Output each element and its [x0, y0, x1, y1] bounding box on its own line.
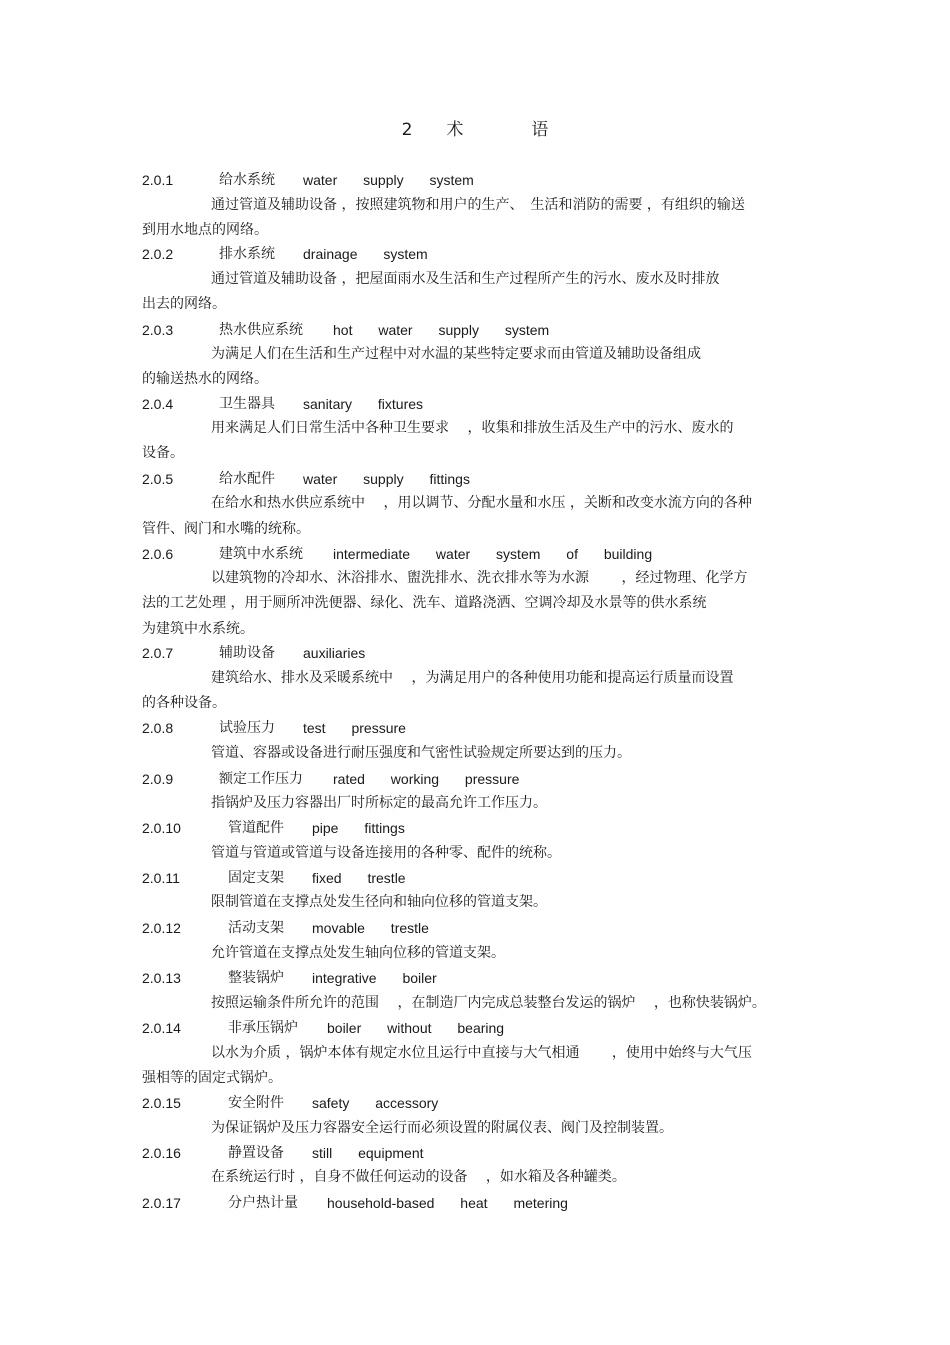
term-chinese: 固定支架 [228, 870, 284, 886]
term-number: 2.0.13 [142, 970, 181, 986]
term-number: 2.0.2 [142, 246, 174, 262]
term-number: 2.0.8 [142, 720, 174, 736]
term-chinese: 非承压锅炉 [228, 1020, 298, 1036]
term-heading [0, 1018, 950, 1038]
term-english: test pressure [303, 720, 406, 736]
term-heading [0, 1143, 950, 1163]
term-definition-line: 强相等的固定式锅炉。 [142, 1070, 282, 1086]
term-number: 2.0.12 [142, 920, 181, 936]
term-number: 2.0.1 [142, 172, 174, 188]
term-definition-line: 管道与管道或管道与设备连接用的各种零、配件的统称。 [211, 845, 561, 861]
term-definition-line: 到用水地点的网络。 [142, 222, 268, 238]
term-english: household-based heat metering [327, 1195, 568, 1211]
term-number: 2.0.15 [142, 1095, 181, 1111]
term-chinese: 排水系统 [219, 246, 275, 262]
term-number: 2.0.17 [142, 1195, 181, 1211]
term-definition-line: 用来满足人们日常生活中各种卫生要求 ，收集和排放生活及生产中的污水、废水的 [211, 420, 734, 436]
term-definition-line: 允许管道在支撑点处发生轴向位移的管道支架。 [211, 945, 505, 961]
term-number: 2.0.3 [142, 322, 174, 338]
term-definition-line: 管件、阀门和水嘴的统称。 [142, 521, 310, 537]
term-definition-line: 法的工艺处理 ，用于厕所冲洗便器、绿化、洗车、道路浇洒、空调冷却及水景等的供水系统 [142, 595, 707, 611]
term-heading [0, 170, 950, 190]
term-english: safety accessory [312, 1095, 439, 1111]
term-definition-line: 管道、容器或设备进行耐压强度和气密性试验规定所要达到的压力。 [211, 745, 631, 761]
term-definition-line: 为建筑中水系统。 [142, 621, 254, 637]
term-definition-line: 以水为介质 ，锅炉本体有规定水位且运行中直接与大气相通 ，使用中始终与大气压 [211, 1045, 752, 1061]
term-heading [0, 918, 950, 938]
term-definition-line: 为保证锅炉及压力容器安全运行而必须设置的附属仪表、阀门及控制装置。 [211, 1120, 673, 1136]
term-definition-line: 指锅炉及压力容器出厂时所标定的最高允许工作压力。 [211, 795, 547, 811]
term-heading [0, 1193, 950, 1213]
term-heading [0, 968, 950, 988]
term-chinese: 静置设备 [228, 1145, 284, 1161]
term-chinese: 辅助设备 [219, 645, 275, 661]
term-english: fixed trestle [312, 870, 406, 886]
term-english: integrative boiler [312, 970, 437, 986]
term-definition-line: 通过管道及辅助设备 ，按照建筑物和用户的生产、 生活和消防的需要 ，有组织的输送 [211, 197, 745, 213]
term-definition-line: 的各种设备。 [142, 695, 226, 711]
term-english: water supply fittings [303, 471, 470, 487]
term-definition-line: 建筑给水、排水及采暖系统中 ，为满足用户的各种使用功能和提高运行质量而设置 [211, 670, 734, 686]
term-english: rated working pressure [333, 771, 520, 787]
term-heading [0, 769, 950, 789]
term-english: hot water supply system [333, 322, 550, 338]
term-definition-line: 在系统运行时 ，自身不做任何运动的设备 ，如水箱及各种罐类。 [211, 1169, 626, 1185]
term-number: 2.0.10 [142, 820, 181, 836]
term-number: 2.0.14 [142, 1020, 181, 1036]
term-heading [0, 544, 950, 564]
term-number: 2.0.6 [142, 546, 174, 562]
term-definition-line: 出去的网络。 [142, 296, 226, 312]
term-english: pipe fittings [312, 820, 405, 836]
term-chinese: 试验压力 [219, 720, 275, 736]
term-english: auxiliaries [303, 645, 366, 661]
term-chinese: 分户热计量 [228, 1195, 298, 1211]
term-chinese: 整装锅炉 [228, 970, 284, 986]
term-chinese: 额定工作压力 [219, 771, 303, 787]
page-title: 2 术 语 [401, 120, 549, 140]
term-chinese: 给水配件 [219, 471, 275, 487]
term-english: sanitary fixtures [303, 396, 424, 412]
term-chinese: 安全附件 [228, 1095, 284, 1111]
term-heading [0, 1093, 950, 1113]
term-definition-line: 设备。 [142, 445, 184, 461]
term-heading [0, 818, 950, 838]
term-number: 2.0.5 [142, 471, 174, 487]
term-number: 2.0.11 [142, 870, 180, 886]
term-number: 2.0.16 [142, 1145, 181, 1161]
term-english: water supply system [303, 172, 474, 188]
term-definition-line: 以建筑物的冷却水、沐浴排水、盥洗排水、洗衣排水等为水源 ，经过物理、化学方 [211, 570, 748, 586]
term-number: 2.0.4 [142, 396, 174, 412]
term-definition-line: 在给水和热水供应系统中 ，用以调节、分配水量和水压 ，关断和改变水流方向的各种 [211, 495, 752, 511]
term-chinese: 给水系统 [219, 172, 275, 188]
term-heading [0, 244, 950, 264]
term-heading [0, 469, 950, 489]
term-english: drainage system [303, 246, 428, 262]
term-heading [0, 394, 950, 414]
term-heading [0, 643, 950, 663]
term-number: 2.0.9 [142, 771, 174, 787]
term-chinese: 建筑中水系统 [219, 546, 303, 562]
term-chinese: 卫生器具 [219, 396, 275, 412]
term-chinese: 热水供应系统 [219, 322, 303, 338]
term-english: boiler without bearing [327, 1020, 505, 1036]
term-definition-line: 为满足人们在生活和生产过程中对水温的某些特定要求而由管道及辅助设备组成 [211, 346, 701, 362]
term-definition-line: 通过管道及辅助设备 ，把屋面雨水及生活和生产过程所产生的污水、废水及时排放 [211, 271, 720, 287]
term-chinese: 管道配件 [228, 820, 284, 836]
term-definition-line: 的输送热水的网络。 [142, 371, 268, 387]
term-english: movable trestle [312, 920, 429, 936]
term-heading [0, 718, 950, 738]
term-definition-line: 限制管道在支撑点处发生径向和轴向位移的管道支架。 [211, 894, 547, 910]
term-heading [0, 868, 950, 888]
term-number: 2.0.7 [142, 645, 174, 661]
term-english: still equipment [312, 1145, 424, 1161]
term-heading [0, 320, 950, 340]
term-english: intermediate water system of building [333, 546, 653, 562]
term-definition-line: 按照运输条件所允许的范围 ，在制造厂内完成总装整台发运的锅炉 ，也称快装锅炉。 [211, 995, 766, 1011]
term-chinese: 活动支架 [228, 920, 284, 936]
